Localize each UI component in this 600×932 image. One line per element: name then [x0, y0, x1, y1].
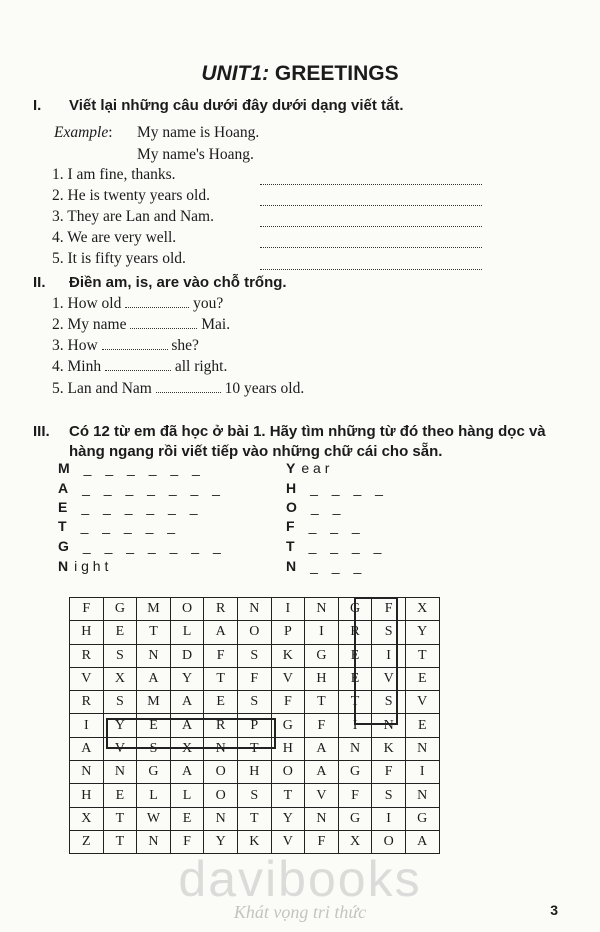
grid-cell[interactable]: N: [405, 737, 439, 760]
grid-cell[interactable]: F: [338, 784, 372, 807]
grid-cell[interactable]: E: [338, 667, 372, 690]
grid-cell[interactable]: R: [204, 598, 238, 621]
page-title: [0, 62, 600, 86]
grid-cell[interactable]: H: [70, 784, 104, 807]
s2-item-5: 5. Lan and Nam 10 years old.: [52, 380, 305, 397]
right-word-2: [286, 480, 388, 496]
grid-cell[interactable]: K: [237, 830, 271, 853]
grid-cell[interactable]: T: [271, 784, 305, 807]
grid-cell[interactable]: T: [204, 667, 238, 690]
grid-cell[interactable]: M: [137, 598, 171, 621]
grid-cell[interactable]: F: [372, 598, 406, 621]
grid-cell[interactable]: V: [271, 830, 305, 853]
left-word-2: [58, 480, 225, 496]
s1-item-4: 4. We are very well.: [52, 229, 177, 246]
example-label: Example:: [54, 124, 113, 141]
grid-cell[interactable]: G: [338, 598, 372, 621]
grid-cell[interactable]: I: [70, 714, 104, 737]
grid-cell[interactable]: G: [271, 714, 305, 737]
grid-cell[interactable]: O: [204, 761, 238, 784]
s1-item-2: 2. He is twenty years old.: [52, 187, 210, 204]
grid-cell[interactable]: M: [137, 691, 171, 714]
right-word-1: [286, 460, 337, 476]
grid-cell[interactable]: T: [338, 691, 372, 714]
grid-cell[interactable]: R: [204, 714, 238, 737]
grid-cell[interactable]: E: [103, 784, 137, 807]
grid-cell[interactable]: G: [338, 807, 372, 830]
grid-cell[interactable]: S: [103, 644, 137, 667]
grid-cell[interactable]: G: [137, 761, 171, 784]
blank-3[interactable]: [102, 349, 168, 350]
grid-cell[interactable]: N: [204, 807, 238, 830]
grid-cell[interactable]: V: [405, 691, 439, 714]
word-search-grid: [69, 597, 440, 854]
right-word-blanks[interactable]: _ _: [310, 499, 346, 515]
left-word-blanks[interactable]: _ _ _ _ _: [80, 518, 181, 534]
section-3-number: III.: [33, 423, 50, 440]
section-1-heading: [33, 97, 404, 114]
grid-cell[interactable]: S: [237, 691, 271, 714]
grid-cell[interactable]: Z: [70, 830, 104, 853]
grid-cell[interactable]: G: [103, 598, 137, 621]
grid-cell[interactable]: S: [237, 784, 271, 807]
grid-cell[interactable]: A: [405, 830, 439, 853]
grid-cell[interactable]: A: [305, 737, 339, 760]
grid-cell[interactable]: K: [372, 737, 406, 760]
grid-cell[interactable]: N: [137, 644, 171, 667]
grid-cell[interactable]: A: [70, 737, 104, 760]
grid-cell[interactable]: S: [103, 691, 137, 714]
grid-cell[interactable]: R: [70, 691, 104, 714]
s2-item-2: 2. My name Mai.: [52, 316, 231, 333]
grid-cell[interactable]: F: [305, 830, 339, 853]
right-word-given: e a r: [301, 460, 330, 476]
right-word-letter: N: [286, 558, 297, 574]
grid-cell[interactable]: I: [305, 621, 339, 644]
grid-cell[interactable]: N: [204, 737, 238, 760]
right-word-letter: F: [286, 518, 295, 534]
grid-cell[interactable]: N: [70, 761, 104, 784]
right-word-blanks[interactable]: _ _ _ _: [308, 538, 387, 554]
left-word-letter: T: [58, 518, 67, 534]
right-word-4: [286, 518, 365, 534]
left-word-6: [58, 558, 116, 574]
grid-cell[interactable]: F: [305, 714, 339, 737]
example-line-1: My name is Hoang.: [137, 124, 260, 141]
s2-item-3: 3. How she?: [52, 337, 199, 354]
right-word-6: [286, 558, 366, 574]
section-1-instruction: Viết lại những câu dưới đây dưới dạng viết tắt.: [69, 97, 404, 114]
grid-cell[interactable]: P: [237, 714, 271, 737]
grid-cell[interactable]: T: [237, 737, 271, 760]
grid-cell[interactable]: K: [271, 644, 305, 667]
answer-line-2[interactable]: [260, 204, 482, 206]
grid-cell[interactable]: E: [103, 621, 137, 644]
grid-cell[interactable]: F: [170, 830, 204, 853]
grid-cell[interactable]: I: [372, 644, 406, 667]
grid-cell[interactable]: N: [137, 830, 171, 853]
grid-cell[interactable]: G: [305, 644, 339, 667]
grid-cell[interactable]: H: [271, 737, 305, 760]
grid-cell[interactable]: S: [237, 644, 271, 667]
grid-cell[interactable]: S: [372, 691, 406, 714]
left-word-given: i g h t: [74, 558, 109, 574]
left-word-letter: E: [58, 499, 68, 515]
answer-line-1[interactable]: [260, 183, 482, 185]
grid-cell[interactable]: T: [103, 807, 137, 830]
grid-cell[interactable]: A: [137, 667, 171, 690]
grid-cell[interactable]: L: [170, 784, 204, 807]
grid-cell[interactable]: X: [405, 598, 439, 621]
grid-cell[interactable]: A: [305, 761, 339, 784]
grid-row: [70, 761, 440, 784]
title-topic: GREETINGS: [269, 62, 399, 85]
right-word-letter: O: [286, 499, 297, 515]
left-word-letter: M: [58, 460, 70, 476]
grid-cell[interactable]: N: [372, 714, 406, 737]
right-word-letter: Y: [286, 460, 296, 476]
grid-cell[interactable]: T: [137, 621, 171, 644]
grid-cell[interactable]: X: [70, 807, 104, 830]
left-word-letter: G: [58, 538, 69, 554]
grid-cell[interactable]: N: [103, 761, 137, 784]
grid-cell[interactable]: X: [103, 667, 137, 690]
grid-cell[interactable]: E: [137, 714, 171, 737]
blank-2[interactable]: [130, 328, 197, 329]
grid-cell[interactable]: I: [405, 761, 439, 784]
grid-cell[interactable]: A: [170, 691, 204, 714]
s1-item-3: 3. They are Lan and Nam.: [52, 208, 214, 225]
grid-cell[interactable]: W: [137, 807, 171, 830]
right-word-blanks[interactable]: _ _ _: [308, 518, 365, 534]
watermark-brand: davibooks: [178, 851, 422, 907]
grid-cell[interactable]: D: [170, 644, 204, 667]
grid-cell[interactable]: E: [405, 714, 439, 737]
grid-cell[interactable]: R: [70, 644, 104, 667]
grid-cell[interactable]: H: [70, 621, 104, 644]
grid-cell[interactable]: R: [338, 621, 372, 644]
grid-cell[interactable]: V: [271, 667, 305, 690]
grid-cell[interactable]: N: [305, 807, 339, 830]
grid-row: [70, 691, 440, 714]
left-word-blanks[interactable]: _ _ _ _ _ _ _: [82, 480, 225, 496]
grid-cell[interactable]: L: [170, 621, 204, 644]
grid-row: [70, 644, 440, 667]
grid-cell[interactable]: I: [338, 714, 372, 737]
section-2-number: II.: [33, 274, 46, 291]
s2-item-1: 1. How old you?: [52, 295, 224, 312]
grid-cell[interactable]: A: [170, 714, 204, 737]
grid-cell[interactable]: F: [70, 598, 104, 621]
right-word-letter: T: [286, 538, 295, 554]
right-word-blanks[interactable]: _ _ _ _: [310, 480, 388, 496]
grid-cell[interactable]: T: [305, 691, 339, 714]
watermark-tagline: Khát vọng tri thức: [233, 902, 367, 922]
grid-cell[interactable]: N: [405, 784, 439, 807]
s1-item-1: 1. I am fine, thanks.: [52, 166, 176, 183]
grid-cell[interactable]: G: [405, 807, 439, 830]
grid-row: [70, 598, 440, 621]
grid-row: [70, 714, 440, 737]
grid-cell[interactable]: N: [237, 598, 271, 621]
grid-cell[interactable]: S: [372, 784, 406, 807]
example-line-2: My name's Hoang.: [137, 146, 254, 163]
answer-line-3[interactable]: [260, 225, 482, 227]
grid-cell[interactable]: Y: [170, 667, 204, 690]
grid-cell[interactable]: V: [70, 667, 104, 690]
answer-line-4[interactable]: [260, 246, 482, 248]
left-word-letter: A: [58, 480, 69, 496]
left-word-4: [58, 518, 180, 534]
s1-item-5: 5. It is fifty years old.: [52, 250, 186, 267]
grid-row: [70, 667, 440, 690]
grid-row: [70, 784, 440, 807]
grid-cell[interactable]: P: [271, 621, 305, 644]
grid-cell[interactable]: H: [237, 761, 271, 784]
right-word-blanks[interactable]: _ _ _: [310, 558, 367, 574]
grid-cell[interactable]: X: [338, 830, 372, 853]
grid-cell[interactable]: O: [271, 761, 305, 784]
left-word-1: [58, 460, 205, 476]
grid-cell[interactable]: G: [338, 761, 372, 784]
grid-cell[interactable]: X: [170, 737, 204, 760]
grid-cell[interactable]: E: [170, 807, 204, 830]
grid-cell[interactable]: V: [372, 667, 406, 690]
answer-line-5[interactable]: [260, 268, 482, 270]
grid-cell[interactable]: Y: [271, 807, 305, 830]
section-3-heading: [33, 423, 546, 440]
blank-5[interactable]: [156, 392, 221, 393]
left-word-5: [58, 538, 226, 554]
grid-cell[interactable]: H: [305, 667, 339, 690]
grid-cell[interactable]: F: [372, 761, 406, 784]
section-3-instruction-2: hàng ngang rồi viết tiếp vào những chữ cái cho sẵn.: [69, 443, 443, 460]
grid-cell[interactable]: N: [305, 598, 339, 621]
section-3-instruction-1: Có 12 từ em đã học ở bài 1. Hãy tìm những từ đó theo hàng dọc và: [69, 423, 546, 440]
left-word-blanks[interactable]: _ _ _ _ _ _: [83, 460, 205, 476]
section-2-heading: [33, 274, 287, 291]
grid-row: [70, 737, 440, 760]
grid-cell[interactable]: O: [237, 621, 271, 644]
grid-cell[interactable]: F: [237, 667, 271, 690]
grid-cell[interactable]: O: [204, 784, 238, 807]
grid-cell[interactable]: F: [204, 644, 238, 667]
grid-cell[interactable]: A: [170, 761, 204, 784]
grid-cell[interactable]: E: [338, 644, 372, 667]
grid-cell[interactable]: E: [405, 667, 439, 690]
blank-1[interactable]: [125, 307, 189, 308]
right-word-5: [286, 538, 386, 554]
grid-cell[interactable]: O: [372, 830, 406, 853]
grid-cell[interactable]: S: [137, 737, 171, 760]
grid-row: [70, 807, 440, 830]
grid-cell[interactable]: V: [103, 737, 137, 760]
left-word-3: [58, 499, 203, 515]
grid-cell[interactable]: T: [405, 644, 439, 667]
s2-item-4: 4. Minh all right.: [52, 358, 228, 375]
right-word-letter: H: [286, 480, 297, 496]
section-2-instruction: Điền am, is, are vào chỗ trống.: [69, 274, 287, 291]
grid-cell[interactable]: V: [305, 784, 339, 807]
title-unit: UNIT1:: [201, 62, 270, 85]
left-word-blanks[interactable]: _ _ _ _ _ _: [81, 499, 203, 515]
grid-cell[interactable]: S: [372, 621, 406, 644]
grid-cell[interactable]: T: [103, 830, 137, 853]
page-number: 3: [550, 902, 558, 918]
left-word-blanks[interactable]: _ _ _ _ _ _ _: [82, 538, 226, 554]
blank-4[interactable]: [105, 370, 171, 371]
grid-cell[interactable]: Y: [204, 830, 238, 853]
grid-cell[interactable]: N: [338, 737, 372, 760]
grid-row: [70, 621, 440, 644]
left-word-letter: N: [58, 558, 69, 574]
grid-cell[interactable]: T: [237, 807, 271, 830]
section-1-number: I.: [33, 97, 42, 114]
grid-cell[interactable]: Y: [103, 714, 137, 737]
grid-cell[interactable]: I: [271, 598, 305, 621]
right-word-3: [286, 499, 345, 515]
grid-cell[interactable]: F: [271, 691, 305, 714]
grid-cell[interactable]: O: [170, 598, 204, 621]
grid-cell[interactable]: E: [204, 691, 238, 714]
grid-cell[interactable]: I: [372, 807, 406, 830]
grid-cell[interactable]: A: [204, 621, 238, 644]
grid-cell[interactable]: L: [137, 784, 171, 807]
grid-cell[interactable]: Y: [405, 621, 439, 644]
